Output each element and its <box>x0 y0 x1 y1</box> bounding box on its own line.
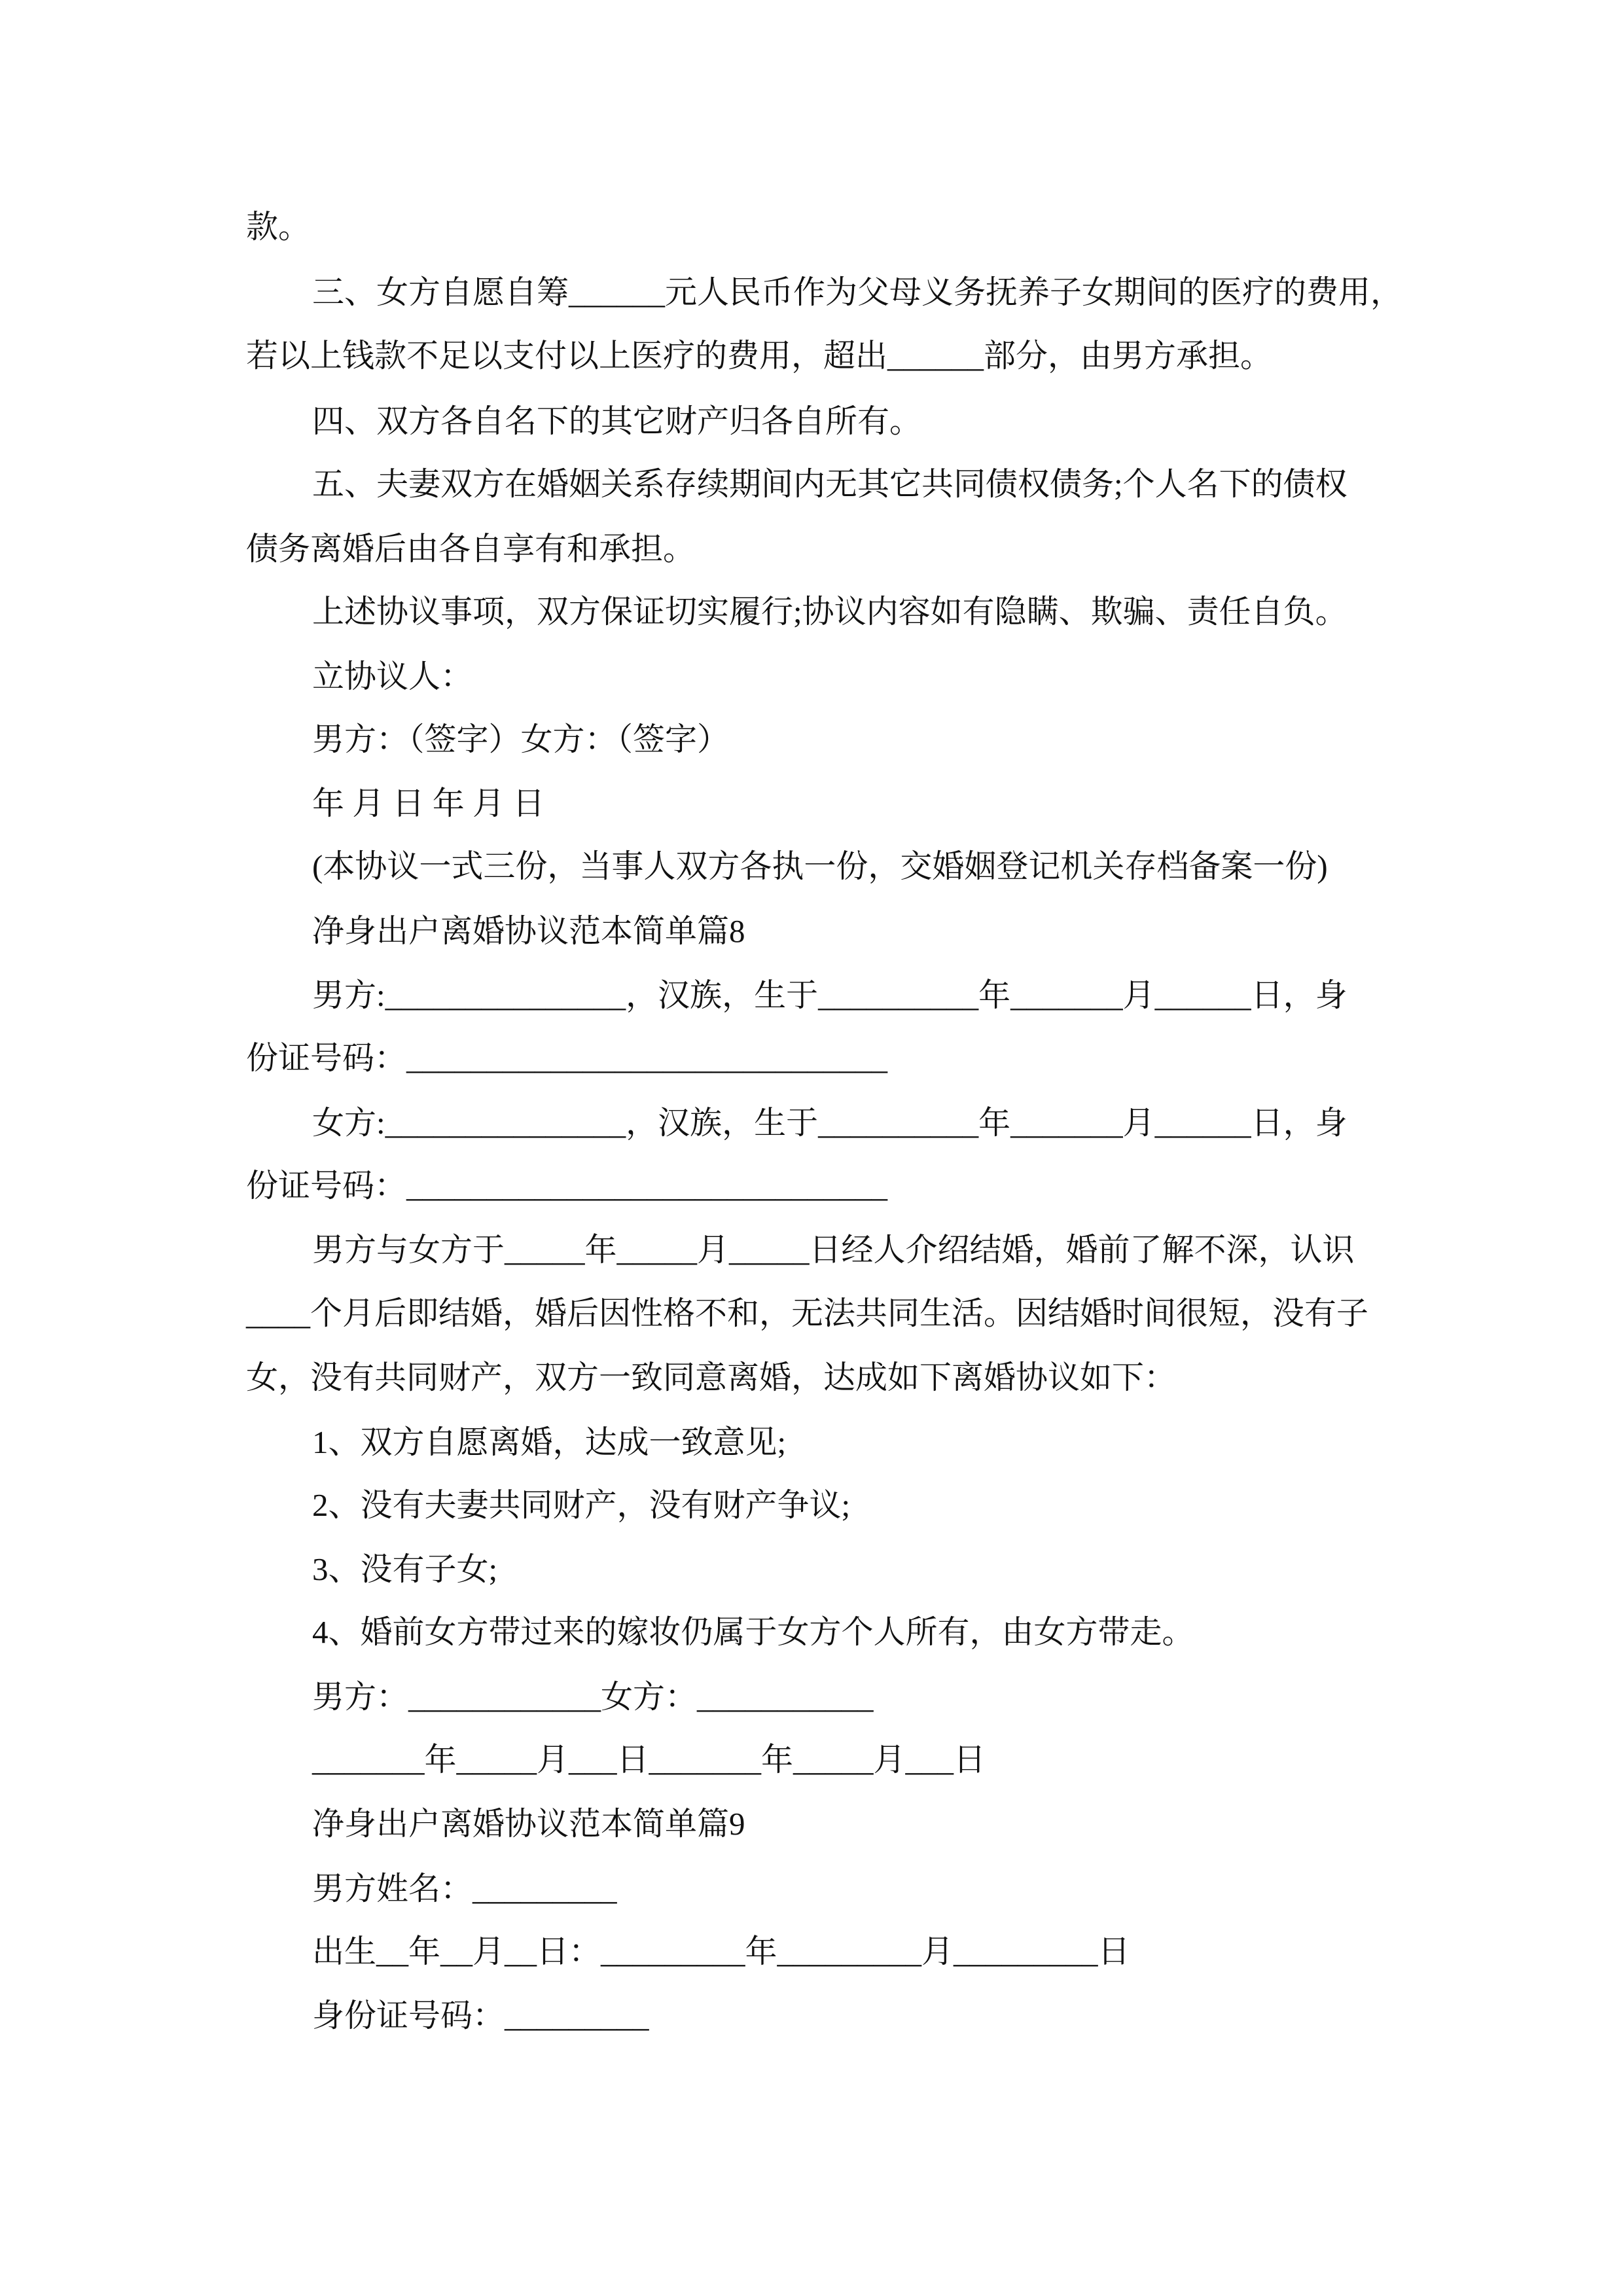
female-id-line: 份证号码：______________________________ <box>246 1168 888 1204</box>
text-line: 若以上钱款不足以支付以上医疗的费用，超出______部分，由男方承担。 <box>246 338 1273 374</box>
birth-date-line: 出生__年__月__日：_________年_________月_________日 <box>312 1933 1130 1969</box>
text-line: ____个月后即结婚，婚后因性格不和，无法共同生活。因结婚时间很短，没有子 <box>246 1295 1369 1331</box>
clause-three: 三、女方自愿自筹______元人民币作为父母义务抚养子女期间的医疗的费用， <box>312 274 1403 310</box>
signature-line: 男方：（签字）女方：（签字） <box>312 721 730 757</box>
marriage-text: 男方与女方于_____年_____月_____日经人介绍结婚，婚前了解不深，认识 <box>312 1232 1355 1268</box>
signatories-label: 立协议人： <box>312 658 473 694</box>
copies-note: (本协议一式三份，当事人双方各执一份，交婚姻登记机关存档备案一份) <box>312 848 1328 884</box>
male-info-line: 男方:_______________，汉族，生于__________年_______月______日，身 <box>312 977 1347 1013</box>
item-2: 2、没有夫妻共同财产，没有财产争议; <box>312 1487 851 1523</box>
clause-five: 五、夫妻双方在婚姻关系存续期间内无其它共同债权债务;个人名下的债权 <box>312 466 1347 502</box>
text-line: 款。 <box>246 209 311 245</box>
guarantee-text: 上述协议事项，双方保证切实履行;协议内容如有隐瞒、欺骗、责任自负。 <box>312 594 1347 630</box>
section-heading-9: 净身出户离婚协议范本简单篇9 <box>312 1806 745 1842</box>
clause-four: 四、双方各自名下的其它财产归各自所有。 <box>312 403 922 439</box>
item-4: 4、婚前女方带过来的嫁妆仍属于女方个人所有，由女方带走。 <box>312 1614 1194 1650</box>
item-1: 1、双方自愿离婚，达成一致意见; <box>312 1424 787 1460</box>
date-line: _______年_____月___日_______年_____月___日 <box>312 1742 986 1778</box>
signature-line: 男方：____________女方：___________ <box>312 1679 874 1715</box>
male-id-line: 份证号码：______________________________ <box>246 1040 888 1076</box>
id-number-line: 身份证号码：_________ <box>312 1998 649 2034</box>
text-line: 债务离婚后由各自享有和承担。 <box>246 531 696 567</box>
item-3: 3、没有子女; <box>312 1551 498 1587</box>
male-name-line: 男方姓名：_________ <box>312 1871 617 1907</box>
text-line: 女，没有共同财产，双方一致同意离婚，达成如下离婚协议如下： <box>246 1359 1177 1395</box>
female-info-line: 女方:_______________，汉族，生于__________年_______月______日，身 <box>312 1105 1347 1141</box>
section-heading-8: 净身出户离婚协议范本简单篇8 <box>312 913 745 949</box>
date-line: 年 月 日 年 月 日 <box>312 785 545 821</box>
